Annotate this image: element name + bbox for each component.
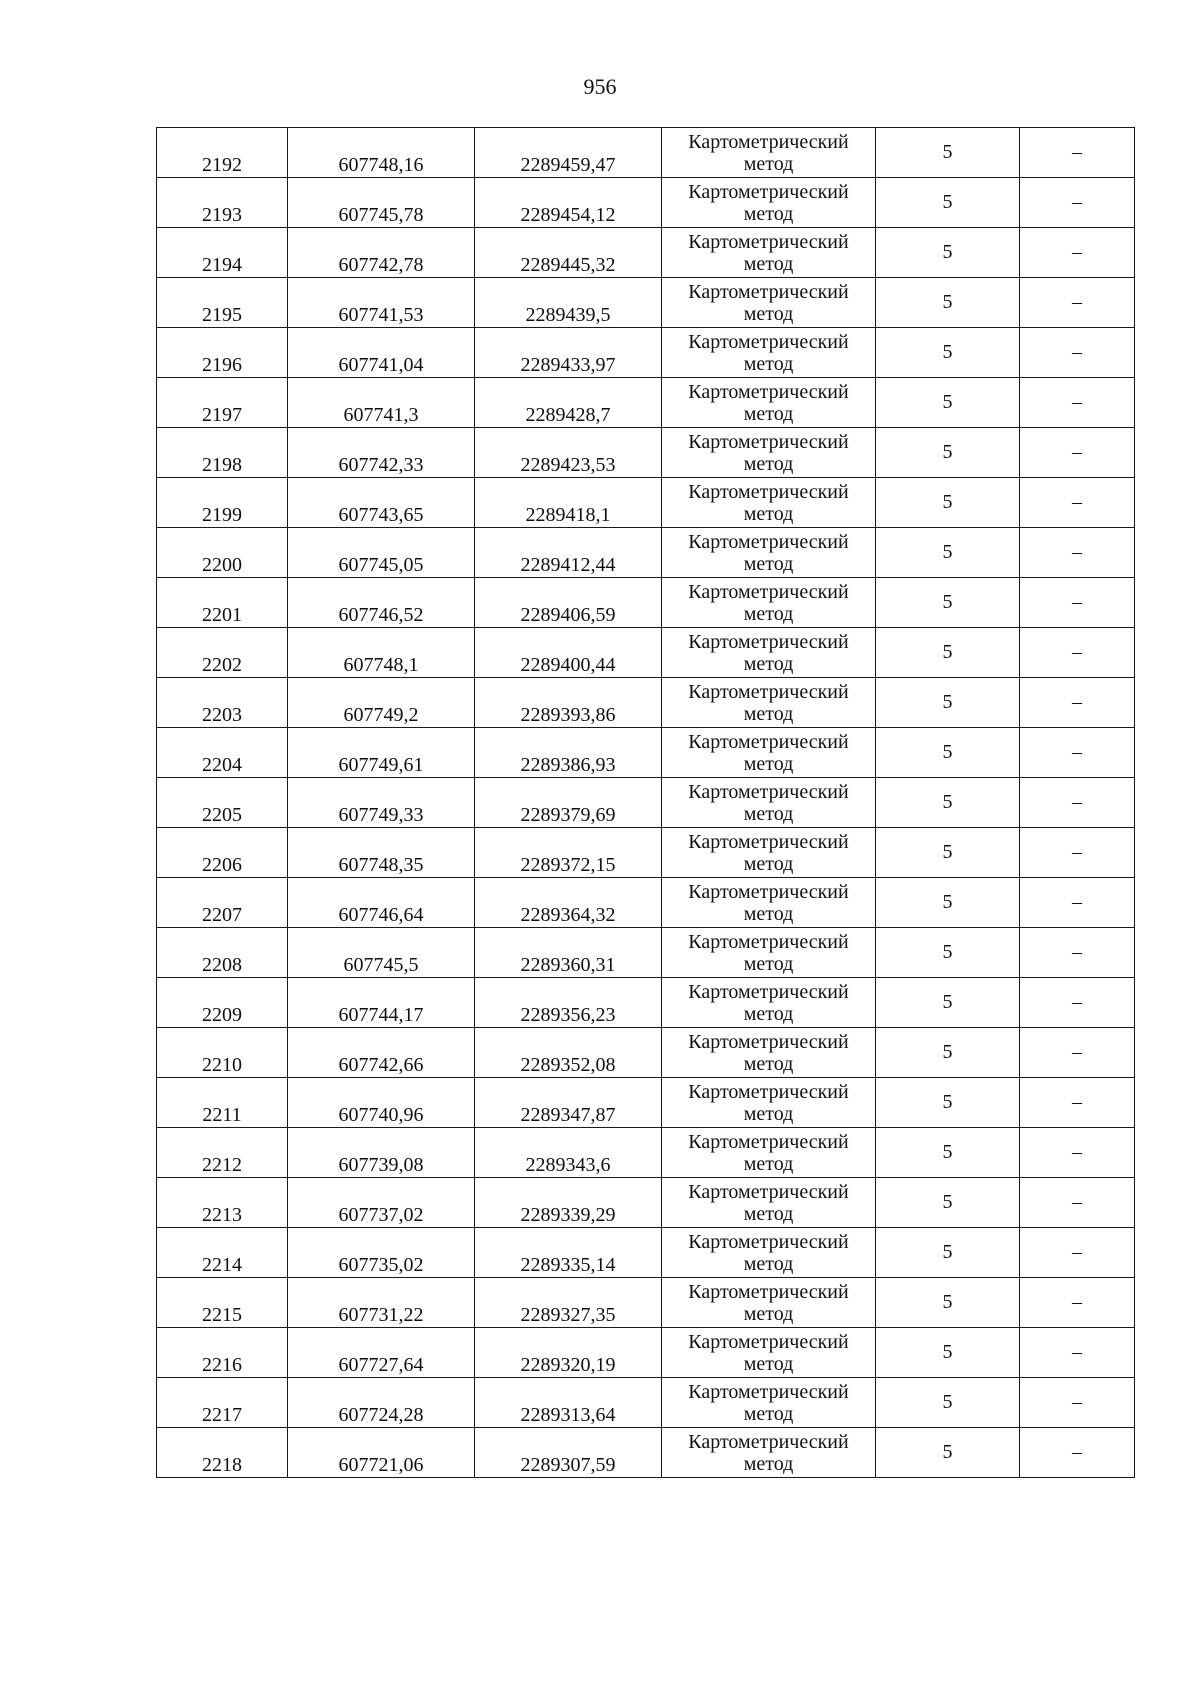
accuracy-cell: 5	[876, 1328, 1020, 1378]
method-cell	[662, 928, 876, 978]
method-cell	[662, 1228, 876, 1278]
note-cell: –	[1020, 1178, 1135, 1228]
table-row	[157, 1128, 1135, 1178]
point-number-cell: 2218	[157, 1428, 288, 1478]
method-cell	[662, 1028, 876, 1078]
method-line-2: метод	[743, 1353, 794, 1375]
x-coordinate-cell: 607748,35	[288, 828, 475, 878]
table-row	[157, 528, 1135, 578]
point-number-cell: 2214	[157, 1228, 288, 1278]
method-cell	[662, 728, 876, 778]
note-cell: –	[1020, 228, 1135, 278]
method-line-1: Картометрический	[688, 931, 849, 953]
table-row	[157, 1028, 1135, 1078]
table-row	[157, 1228, 1135, 1278]
x-coordinate-cell: 607740,96	[288, 1078, 475, 1128]
table-row	[157, 1378, 1135, 1428]
accuracy-cell: 5	[876, 528, 1020, 578]
y-coordinate-cell: 2289352,08	[475, 1028, 662, 1078]
method-cell	[662, 1128, 876, 1178]
y-coordinate-cell: 2289459,47	[475, 128, 662, 178]
accuracy-cell: 5	[876, 628, 1020, 678]
table-row	[157, 128, 1135, 178]
method-line-1: Картометрический	[688, 1281, 849, 1303]
method-cell	[662, 678, 876, 728]
method-line-2: метод	[743, 853, 794, 875]
method-line-2: метод	[743, 203, 794, 225]
accuracy-cell: 5	[876, 1228, 1020, 1278]
note-cell: –	[1020, 428, 1135, 478]
note-cell: –	[1020, 678, 1135, 728]
note-cell: –	[1020, 1378, 1135, 1428]
method-line-1: Картометрический	[688, 1431, 849, 1453]
point-number-cell: 2200	[157, 528, 288, 578]
y-coordinate-cell: 2289339,29	[475, 1178, 662, 1228]
y-coordinate-cell: 2289433,97	[475, 328, 662, 378]
method-line-2: метод	[743, 553, 794, 575]
x-coordinate-cell: 607749,61	[288, 728, 475, 778]
y-coordinate-cell: 2289307,59	[475, 1428, 662, 1478]
method-line-1: Картометрический	[688, 731, 849, 753]
accuracy-cell: 5	[876, 778, 1020, 828]
note-cell: –	[1020, 278, 1135, 328]
accuracy-cell: 5	[876, 1178, 1020, 1228]
method-cell	[662, 1078, 876, 1128]
x-coordinate-cell: 607741,3	[288, 378, 475, 428]
x-coordinate-cell: 607741,04	[288, 328, 475, 378]
y-coordinate-cell: 2289360,31	[475, 928, 662, 978]
method-cell	[662, 1378, 876, 1428]
table-row	[157, 578, 1135, 628]
method-line-2: метод	[743, 1453, 794, 1475]
table-row	[157, 378, 1135, 428]
accuracy-cell: 5	[876, 378, 1020, 428]
point-number-cell: 2210	[157, 1028, 288, 1078]
method-cell	[662, 1328, 876, 1378]
table-row	[157, 1178, 1135, 1228]
point-number-cell: 2205	[157, 778, 288, 828]
y-coordinate-cell: 2289428,7	[475, 378, 662, 428]
method-line-1: Картометрический	[688, 1331, 849, 1353]
coordinates-table	[156, 127, 1135, 1478]
x-coordinate-cell: 607731,22	[288, 1278, 475, 1328]
method-cell	[662, 128, 876, 178]
method-line-2: метод	[743, 803, 794, 825]
y-coordinate-cell: 2289445,32	[475, 228, 662, 278]
table-row	[157, 1278, 1135, 1328]
accuracy-cell: 5	[876, 1428, 1020, 1478]
method-line-1: Картометрический	[688, 881, 849, 903]
x-coordinate-cell: 607745,05	[288, 528, 475, 578]
method-line-1: Картометрический	[688, 431, 849, 453]
method-cell	[662, 778, 876, 828]
accuracy-cell: 5	[876, 1078, 1020, 1128]
x-coordinate-cell: 607735,02	[288, 1228, 475, 1278]
note-cell: –	[1020, 1328, 1135, 1378]
point-number-cell: 2208	[157, 928, 288, 978]
table-row	[157, 428, 1135, 478]
y-coordinate-cell: 2289347,87	[475, 1078, 662, 1128]
method-line-1: Картометрический	[688, 681, 849, 703]
method-cell	[662, 378, 876, 428]
x-coordinate-cell: 607748,1	[288, 628, 475, 678]
method-line-2: метод	[743, 503, 794, 525]
method-cell	[662, 578, 876, 628]
method-line-1: Картометрический	[688, 281, 849, 303]
accuracy-cell: 5	[876, 578, 1020, 628]
method-cell	[662, 528, 876, 578]
method-line-1: Картометрический	[688, 181, 849, 203]
table-row	[157, 1078, 1135, 1128]
note-cell: –	[1020, 478, 1135, 528]
accuracy-cell: 5	[876, 678, 1020, 728]
note-cell: –	[1020, 728, 1135, 778]
x-coordinate-cell: 607745,78	[288, 178, 475, 228]
point-number-cell: 2195	[157, 278, 288, 328]
x-coordinate-cell: 607742,66	[288, 1028, 475, 1078]
y-coordinate-cell: 2289386,93	[475, 728, 662, 778]
method-line-2: метод	[743, 653, 794, 675]
method-cell	[662, 628, 876, 678]
point-number-cell: 2207	[157, 878, 288, 928]
accuracy-cell: 5	[876, 228, 1020, 278]
method-line-1: Картометрический	[688, 1081, 849, 1103]
method-line-2: метод	[743, 1303, 794, 1325]
y-coordinate-cell: 2289406,59	[475, 578, 662, 628]
note-cell: –	[1020, 378, 1135, 428]
page-number: 956	[583, 74, 617, 99]
note-cell: –	[1020, 928, 1135, 978]
table-row	[157, 728, 1135, 778]
method-line-2: метод	[743, 1053, 794, 1075]
note-cell: –	[1020, 528, 1135, 578]
point-number-cell: 2193	[157, 178, 288, 228]
y-coordinate-cell: 2289320,19	[475, 1328, 662, 1378]
method-line-2: метод	[743, 953, 794, 975]
y-coordinate-cell: 2289343,6	[475, 1128, 662, 1178]
method-line-2: метод	[743, 1203, 794, 1225]
accuracy-cell: 5	[876, 1028, 1020, 1078]
y-coordinate-cell: 2289454,12	[475, 178, 662, 228]
y-coordinate-cell: 2289364,32	[475, 878, 662, 928]
method-line-1: Картометрический	[688, 1381, 849, 1403]
x-coordinate-cell: 607744,17	[288, 978, 475, 1028]
point-number-cell: 2213	[157, 1178, 288, 1228]
note-cell: –	[1020, 828, 1135, 878]
y-coordinate-cell: 2289400,44	[475, 628, 662, 678]
method-line-1: Картометрический	[688, 1031, 849, 1053]
method-line-2: метод	[743, 1103, 794, 1125]
method-line-2: метод	[743, 603, 794, 625]
note-cell: –	[1020, 578, 1135, 628]
method-line-1: Картометрический	[688, 481, 849, 503]
method-cell	[662, 1178, 876, 1228]
accuracy-cell: 5	[876, 428, 1020, 478]
y-coordinate-cell: 2289423,53	[475, 428, 662, 478]
method-line-2: метод	[743, 1253, 794, 1275]
point-number-cell: 2212	[157, 1128, 288, 1178]
note-cell: –	[1020, 1428, 1135, 1478]
accuracy-cell: 5	[876, 178, 1020, 228]
point-number-cell: 2196	[157, 328, 288, 378]
method-cell	[662, 878, 876, 928]
method-cell	[662, 228, 876, 278]
table-row	[157, 878, 1135, 928]
note-cell: –	[1020, 178, 1135, 228]
point-number-cell: 2198	[157, 428, 288, 478]
table-row	[157, 1328, 1135, 1378]
table-row	[157, 978, 1135, 1028]
x-coordinate-cell: 607746,52	[288, 578, 475, 628]
method-line-1: Картометрический	[688, 781, 849, 803]
point-number-cell: 2209	[157, 978, 288, 1028]
x-coordinate-cell: 607727,64	[288, 1328, 475, 1378]
table-row	[157, 928, 1135, 978]
y-coordinate-cell: 2289335,14	[475, 1228, 662, 1278]
point-number-cell: 2194	[157, 228, 288, 278]
method-line-1: Картометрический	[688, 331, 849, 353]
method-line-2: метод	[743, 353, 794, 375]
accuracy-cell: 5	[876, 1128, 1020, 1178]
method-line-2: метод	[743, 903, 794, 925]
note-cell: –	[1020, 128, 1135, 178]
method-line-2: метод	[743, 1403, 794, 1425]
method-line-2: метод	[743, 303, 794, 325]
method-line-2: метод	[743, 253, 794, 275]
y-coordinate-cell: 2289418,1	[475, 478, 662, 528]
y-coordinate-cell: 2289372,15	[475, 828, 662, 878]
y-coordinate-cell: 2289379,69	[475, 778, 662, 828]
note-cell: –	[1020, 328, 1135, 378]
point-number-cell: 2217	[157, 1378, 288, 1428]
note-cell: –	[1020, 1278, 1135, 1328]
y-coordinate-cell: 2289327,35	[475, 1278, 662, 1328]
note-cell: –	[1020, 1128, 1135, 1178]
point-number-cell: 2203	[157, 678, 288, 728]
point-number-cell: 2192	[157, 128, 288, 178]
accuracy-cell: 5	[876, 128, 1020, 178]
method-cell	[662, 478, 876, 528]
method-cell	[662, 828, 876, 878]
x-coordinate-cell: 607742,33	[288, 428, 475, 478]
point-number-cell: 2206	[157, 828, 288, 878]
x-coordinate-cell: 607739,08	[288, 1128, 475, 1178]
method-line-1: Картометрический	[688, 1131, 849, 1153]
table-row	[157, 178, 1135, 228]
x-coordinate-cell: 607749,2	[288, 678, 475, 728]
method-cell	[662, 328, 876, 378]
x-coordinate-cell: 607737,02	[288, 1178, 475, 1228]
point-number-cell: 2201	[157, 578, 288, 628]
table-row	[157, 628, 1135, 678]
method-line-1: Картометрический	[688, 1181, 849, 1203]
note-cell: –	[1020, 878, 1135, 928]
accuracy-cell: 5	[876, 728, 1020, 778]
x-coordinate-cell: 607745,5	[288, 928, 475, 978]
method-line-1: Картометрический	[688, 531, 849, 553]
y-coordinate-cell: 2289393,86	[475, 678, 662, 728]
method-line-1: Картометрический	[688, 631, 849, 653]
point-number-cell: 2204	[157, 728, 288, 778]
accuracy-cell: 5	[876, 328, 1020, 378]
accuracy-cell: 5	[876, 1278, 1020, 1328]
table-row	[157, 478, 1135, 528]
table-row	[157, 228, 1135, 278]
point-number-cell: 2202	[157, 628, 288, 678]
method-line-2: метод	[743, 153, 794, 175]
table-row	[157, 778, 1135, 828]
accuracy-cell: 5	[876, 878, 1020, 928]
accuracy-cell: 5	[876, 1378, 1020, 1428]
method-line-2: метод	[743, 1003, 794, 1025]
method-line-1: Картометрический	[688, 131, 849, 153]
point-number-cell: 2215	[157, 1278, 288, 1328]
table-row	[157, 828, 1135, 878]
table-row	[157, 278, 1135, 328]
method-line-1: Картометрический	[688, 1231, 849, 1253]
point-number-cell: 2211	[157, 1078, 288, 1128]
method-cell	[662, 978, 876, 1028]
method-line-2: метод	[743, 1153, 794, 1175]
method-cell	[662, 278, 876, 328]
accuracy-cell: 5	[876, 978, 1020, 1028]
note-cell: –	[1020, 1028, 1135, 1078]
method-line-2: метод	[743, 403, 794, 425]
method-line-2: метод	[743, 753, 794, 775]
method-line-1: Картометрический	[688, 831, 849, 853]
x-coordinate-cell: 607748,16	[288, 128, 475, 178]
table-row	[157, 1428, 1135, 1478]
y-coordinate-cell: 2289439,5	[475, 278, 662, 328]
x-coordinate-cell: 607741,53	[288, 278, 475, 328]
coordinates-table-body	[157, 128, 1135, 1478]
accuracy-cell: 5	[876, 478, 1020, 528]
accuracy-cell: 5	[876, 928, 1020, 978]
table-row	[157, 678, 1135, 728]
method-cell	[662, 1278, 876, 1328]
method-line-1: Картометрический	[688, 981, 849, 1003]
note-cell: –	[1020, 1078, 1135, 1128]
method-line-2: метод	[743, 703, 794, 725]
x-coordinate-cell: 607746,64	[288, 878, 475, 928]
y-coordinate-cell: 2289356,23	[475, 978, 662, 1028]
method-cell	[662, 178, 876, 228]
note-cell: –	[1020, 778, 1135, 828]
accuracy-cell: 5	[876, 278, 1020, 328]
method-line-1: Картометрический	[688, 231, 849, 253]
method-line-1: Картометрический	[688, 381, 849, 403]
x-coordinate-cell: 607743,65	[288, 478, 475, 528]
point-number-cell: 2199	[157, 478, 288, 528]
x-coordinate-cell: 607742,78	[288, 228, 475, 278]
method-line-2: метод	[743, 453, 794, 475]
note-cell: –	[1020, 978, 1135, 1028]
x-coordinate-cell: 607749,33	[288, 778, 475, 828]
point-number-cell: 2197	[157, 378, 288, 428]
y-coordinate-cell: 2289412,44	[475, 528, 662, 578]
y-coordinate-cell: 2289313,64	[475, 1378, 662, 1428]
note-cell: –	[1020, 628, 1135, 678]
method-line-1: Картометрический	[688, 581, 849, 603]
x-coordinate-cell: 607724,28	[288, 1378, 475, 1428]
accuracy-cell: 5	[876, 828, 1020, 878]
method-cell	[662, 1428, 876, 1478]
x-coordinate-cell: 607721,06	[288, 1428, 475, 1478]
table-row	[157, 328, 1135, 378]
note-cell: –	[1020, 1228, 1135, 1278]
method-cell	[662, 428, 876, 478]
point-number-cell: 2216	[157, 1328, 288, 1378]
